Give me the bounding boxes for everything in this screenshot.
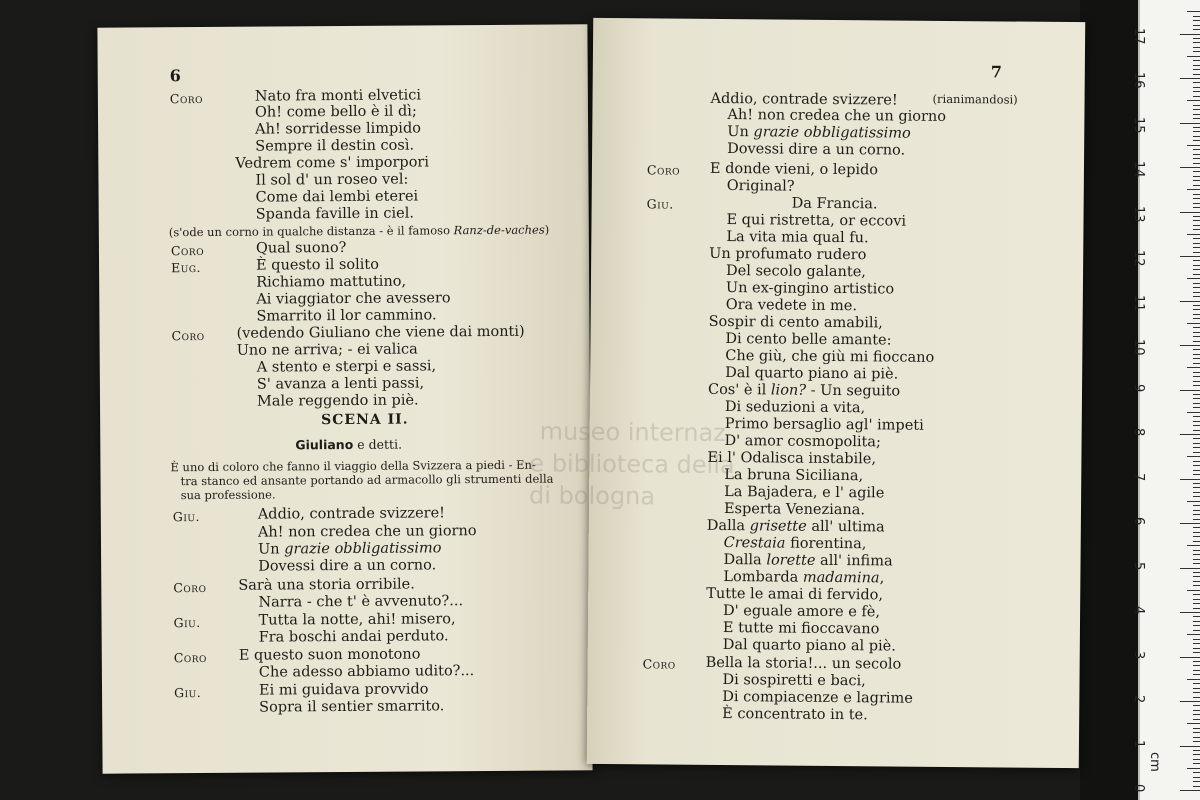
verse-line: Sospir di cento amabili, xyxy=(708,313,883,332)
ruler-tick xyxy=(1193,314,1200,315)
ruler-tick xyxy=(1180,167,1200,168)
ruler-tick xyxy=(1193,608,1200,609)
ruler-tick xyxy=(1180,390,1200,391)
ruler-tick xyxy=(1193,777,1200,778)
ruler-tick xyxy=(1193,514,1200,515)
verse-line: Bella la storia!... un secolo xyxy=(705,654,902,673)
ruler-tick xyxy=(1193,283,1200,284)
ruler-tick xyxy=(1193,599,1200,600)
ruler-tick xyxy=(1193,381,1200,382)
verse-line: Fra boschi andai perduto. xyxy=(258,628,449,646)
verse-line: Ah! non credea che un giorno xyxy=(727,107,947,125)
ruler-tick xyxy=(1180,256,1200,257)
ruler-label: 15 xyxy=(1131,116,1146,134)
ruler-label: 9 xyxy=(1131,383,1146,392)
ruler-tick xyxy=(1187,189,1200,190)
ruler-tick xyxy=(1193,643,1200,644)
verse-line: E donde vieni, o lepido xyxy=(709,160,879,179)
verse-line: Sarà una storia orribile. xyxy=(238,576,415,594)
ruler-tick xyxy=(1193,354,1200,355)
verse-line: La Bajadera, e l' agile xyxy=(724,484,885,502)
ruler-tick xyxy=(1180,479,1200,480)
ruler-tick xyxy=(1193,274,1200,275)
ruler-tick xyxy=(1193,60,1200,61)
ruler-tick xyxy=(1187,768,1200,769)
ruler-tick xyxy=(1187,234,1200,235)
ruler-label: 2 xyxy=(1131,695,1146,704)
ruler-tick xyxy=(1193,550,1200,551)
ruler-tick xyxy=(1180,568,1200,569)
ruler-label: 12 xyxy=(1131,250,1146,267)
ruler-tick xyxy=(1193,372,1200,373)
ruler-tick xyxy=(1193,149,1200,150)
verse-line: Il sol d' un roseo vel: xyxy=(255,171,409,189)
ruler-tick xyxy=(1193,327,1200,328)
ruler-tick xyxy=(1193,661,1200,662)
ruler-tick xyxy=(1193,683,1200,684)
verse-line: Cos' è il lion? - Un seguito xyxy=(707,381,901,400)
ruler-tick xyxy=(1193,180,1200,181)
verse-line: È concentrato in te. xyxy=(722,706,868,724)
verse-line: È questo il solito xyxy=(256,256,380,274)
ruler-tick xyxy=(1193,519,1200,520)
ruler-tick xyxy=(1193,470,1200,471)
verse-line: Spanda faville in ciel. xyxy=(255,205,414,223)
ruler-tick xyxy=(1193,394,1200,395)
ruler-label: 13 xyxy=(1131,205,1146,223)
ruler-tick xyxy=(1193,154,1200,155)
ruler-tick xyxy=(1193,763,1200,764)
ruler-tick xyxy=(1193,252,1200,253)
ruler-tick xyxy=(1187,100,1200,101)
ruler-tick xyxy=(1180,78,1200,79)
ruler-tick xyxy=(1193,185,1200,186)
verse-line: La bruna Siciliana, xyxy=(724,467,864,485)
ruler-tick xyxy=(1187,501,1200,502)
verse-line: Richiamo mattutino, xyxy=(256,273,407,291)
ruler-tick xyxy=(1193,96,1200,97)
verse-line: Ora vedete in me. xyxy=(725,297,858,315)
ruler-tick xyxy=(1193,452,1200,453)
ruler-tick xyxy=(1193,639,1200,640)
ruler-tick xyxy=(1193,131,1200,132)
ruler-tick xyxy=(1193,443,1200,444)
ruler-tick xyxy=(1193,438,1200,439)
ruler-tick xyxy=(1193,670,1200,671)
ruler-tick xyxy=(1193,692,1200,693)
ruler-tick xyxy=(1180,612,1200,613)
ruler-tick xyxy=(1193,74,1200,75)
speaker-label: Coro xyxy=(173,649,207,666)
verse-line: S' avanza a lenti passi, xyxy=(256,375,425,393)
ruler-tick xyxy=(1193,398,1200,399)
speaker-label: Coro xyxy=(642,656,676,672)
watermark-text: di bologna xyxy=(528,481,656,511)
verse-line: Dal quarto piano al piè. xyxy=(722,637,896,655)
verse-line: Del secolo galante, xyxy=(725,263,866,281)
verse-line: D' eguale amore e fè, xyxy=(723,603,881,621)
right-page xyxy=(528,18,1085,768)
verse-line: Dovessi dire a un corno. xyxy=(258,557,437,575)
verse-line: D' amor cosmopolita; xyxy=(724,433,881,451)
ruler-tick xyxy=(1193,265,1200,266)
ruler-tick xyxy=(1193,554,1200,555)
ruler-tick xyxy=(1193,247,1200,248)
ruler-tick xyxy=(1193,536,1200,537)
verse-line: Nato fra monti elvetici xyxy=(254,87,422,105)
verse-line: Addio, contrade svizzere! xyxy=(710,90,898,109)
verse-line: Dalla lorette all' infima xyxy=(723,552,893,570)
verse-line: Da Francia. xyxy=(791,195,878,213)
ruler-tick xyxy=(1193,269,1200,270)
speaker-label: Giu. xyxy=(173,615,201,631)
ruler-tick xyxy=(1193,287,1200,288)
ruler-tick xyxy=(1193,296,1200,297)
ruler-tick xyxy=(1193,260,1200,261)
verse-line: Dovessi dire a un corno. xyxy=(727,141,906,159)
ruler-tick xyxy=(1193,465,1200,466)
ruler-tick xyxy=(1180,657,1200,658)
ruler-tick xyxy=(1193,403,1200,404)
ruler-tick xyxy=(1180,434,1200,435)
ruler-tick xyxy=(1193,407,1200,408)
ruler-tick xyxy=(1193,203,1200,204)
ruler-tick xyxy=(1193,194,1200,195)
verse-line: Tutta la notte, ahi! misero, xyxy=(258,611,456,629)
ruler-tick xyxy=(1193,243,1200,244)
ruler-tick xyxy=(1193,714,1200,715)
scan-stand xyxy=(1080,0,1138,800)
verse-line: A stento e sterpi e sassi, xyxy=(256,358,437,376)
stage-direction: È uno di coloro che fanno il viaggio della Svizzera a piedi - En- xyxy=(170,457,536,475)
ruler-tick xyxy=(1193,754,1200,755)
ruler-tick xyxy=(1187,412,1200,413)
ruler-tick xyxy=(1193,585,1200,586)
ruler-tick xyxy=(1193,29,1200,30)
ruler-tick xyxy=(1193,82,1200,83)
speaker-label: Coro xyxy=(646,162,681,178)
ruler-tick xyxy=(1193,737,1200,738)
verse-line: Che adesso abbiamo udito?... xyxy=(258,663,475,681)
verse-line: Di seduzioni a vita, xyxy=(724,399,866,417)
ruler-tick xyxy=(1193,728,1200,729)
ruler-label: 7 xyxy=(1131,472,1146,481)
stage-direction: (s'ode un corno in qualche distanza - è il famoso Ranz-de-vaches) xyxy=(168,222,550,240)
measuring-ruler xyxy=(1131,0,1200,800)
ruler-tick xyxy=(1193,447,1200,448)
ruler-tick xyxy=(1187,145,1200,146)
verse-line: (vedendo Giuliano che viene dai monti) xyxy=(236,323,525,342)
verse-line: Di compiacenze e lagrime xyxy=(722,689,913,707)
ruler-tick xyxy=(1193,541,1200,542)
ruler-tick xyxy=(1187,56,1200,57)
ruler-tick xyxy=(1193,563,1200,564)
ruler-tick xyxy=(1187,11,1200,12)
ruler-tick xyxy=(1193,421,1200,422)
verse-line: Tutte le amai di fervido, xyxy=(706,585,884,604)
ruler-tick xyxy=(1193,621,1200,622)
speaker-label: Coro xyxy=(173,579,207,596)
ruler-tick xyxy=(1193,487,1200,488)
ruler-tick xyxy=(1187,545,1200,546)
ruler-tick xyxy=(1193,91,1200,92)
ruler-tick xyxy=(1187,323,1200,324)
speaker-label: Coro xyxy=(170,242,205,259)
ruler-tick xyxy=(1193,198,1200,199)
ruler-tick xyxy=(1193,532,1200,533)
ruler-tick xyxy=(1193,376,1200,377)
stage-direction: (rianimandosi) xyxy=(932,91,1018,107)
ruler-tick xyxy=(1180,746,1200,747)
verse-line: Dal quarto piano ai piè. xyxy=(725,365,899,383)
ruler-tick xyxy=(1193,572,1200,573)
ruler-tick xyxy=(1193,292,1200,293)
ruler-tick xyxy=(1187,278,1200,279)
ruler-label: 5 xyxy=(1131,561,1146,570)
ruler-tick xyxy=(1193,127,1200,128)
ruler-tick xyxy=(1193,759,1200,760)
ruler-label: 17 xyxy=(1131,27,1146,45)
stage-direction: tra stanco ed ansante portando ad armacollo gli strumenti della xyxy=(180,471,554,489)
speaker-label: Eug. xyxy=(171,260,202,276)
ruler-tick xyxy=(1180,790,1200,791)
verse-line: Narra - che t' è avvenuto?... xyxy=(258,593,464,611)
ruler-tick xyxy=(1193,786,1200,787)
ruler-tick xyxy=(1193,118,1200,119)
ruler-tick xyxy=(1193,305,1200,306)
ruler-tick xyxy=(1193,581,1200,582)
verse-line: Di sospiretti e baci, xyxy=(722,672,866,690)
ruler-tick xyxy=(1193,309,1200,310)
ruler-label: 8 xyxy=(1131,428,1146,437)
ruler-tick xyxy=(1193,492,1200,493)
speaker-label: Giu. xyxy=(646,196,674,212)
ruler-tick xyxy=(1193,576,1200,577)
ruler-tick xyxy=(1193,47,1200,48)
ruler-tick xyxy=(1193,781,1200,782)
ruler-tick xyxy=(1187,456,1200,457)
ruler-tick xyxy=(1193,332,1200,333)
ruler-tick xyxy=(1193,336,1200,337)
verse-line: Qual suono? xyxy=(255,239,347,257)
ruler-label: 14 xyxy=(1131,161,1146,178)
ruler-tick xyxy=(1180,523,1200,524)
ruler-tick xyxy=(1180,123,1200,124)
verse-line: Addio, contrade svizzere! xyxy=(257,505,446,523)
ruler-tick xyxy=(1193,87,1200,88)
ruler-tick xyxy=(1180,345,1200,346)
ruler-label: 11 xyxy=(1131,294,1146,312)
ruler-label: 16 xyxy=(1131,72,1146,89)
verse-line: Oh! come bello è il dì; xyxy=(254,103,417,121)
ruler-tick xyxy=(1193,674,1200,675)
stage-direction: sua professione. xyxy=(180,487,276,503)
ruler-tick xyxy=(1193,750,1200,751)
page-number: 7 xyxy=(990,62,1003,82)
ruler-tick xyxy=(1193,461,1200,462)
ruler-tick xyxy=(1193,732,1200,733)
ruler-tick xyxy=(1187,590,1200,591)
ruler-tick xyxy=(1187,634,1200,635)
verse-line: Ei mi guidava provvido xyxy=(258,681,429,699)
ruler-tick xyxy=(1193,594,1200,595)
ruler-tick xyxy=(1193,38,1200,39)
ruler-tick xyxy=(1193,158,1200,159)
ruler-tick xyxy=(1193,496,1200,497)
verse-line: Vedrem come s' imporpori xyxy=(235,154,430,172)
ruler-tick xyxy=(1193,318,1200,319)
ruler-tick xyxy=(1193,474,1200,475)
verse-line: Uno ne arriva; - ei valica xyxy=(236,341,418,359)
watermark-text: museo internaz xyxy=(539,417,726,448)
ruler-tick xyxy=(1193,171,1200,172)
verse-line: Primo bersaglio agl' impeti xyxy=(724,416,924,434)
verse-line: E tutte mi fioccavano xyxy=(722,620,880,638)
ruler-tick xyxy=(1193,238,1200,239)
ruler-tick xyxy=(1187,723,1200,724)
ruler-tick xyxy=(1193,719,1200,720)
ruler-label: 1 xyxy=(1131,739,1146,748)
ruler-tick xyxy=(1193,114,1200,115)
ruler-tick xyxy=(1193,229,1200,230)
verse-line: Sopra il sentier smarrito. xyxy=(259,698,445,716)
ruler-tick xyxy=(1193,42,1200,43)
ruler-tick xyxy=(1193,65,1200,66)
ruler-tick xyxy=(1193,772,1200,773)
verse-line: Un ex-gingino artistico xyxy=(725,280,895,298)
ruler-tick xyxy=(1180,701,1200,702)
ruler-tick xyxy=(1193,648,1200,649)
verse-line: Un grazie obbligatissimo xyxy=(257,540,442,558)
verse-line: Male reggendo in piè. xyxy=(256,392,419,410)
ruler-tick xyxy=(1193,741,1200,742)
ruler-label: 6 xyxy=(1131,517,1146,526)
ruler-label: 0 xyxy=(1131,784,1146,793)
speaker-label: Giu. xyxy=(173,685,202,701)
ruler-tick xyxy=(1193,220,1200,221)
ruler-tick xyxy=(1193,358,1200,359)
ruler-tick xyxy=(1193,625,1200,626)
ruler-tick xyxy=(1193,505,1200,506)
verse-line: E questo suon monotono xyxy=(238,646,421,664)
ruler-tick xyxy=(1193,341,1200,342)
left-page xyxy=(97,24,592,773)
ruler-tick xyxy=(1193,105,1200,106)
verse-line: Original? xyxy=(726,178,795,195)
ruler-tick xyxy=(1193,483,1200,484)
ruler-tick xyxy=(1193,385,1200,386)
page-number: 6 xyxy=(169,66,181,86)
ruler-tick xyxy=(1193,665,1200,666)
verse-line: Un grazie obbligatissimo xyxy=(727,124,911,142)
ruler-unit: cm xyxy=(1147,752,1162,772)
ruler-tick xyxy=(1180,301,1200,302)
ruler-tick xyxy=(1193,603,1200,604)
verse-line: Ah! non credea che un giorno xyxy=(257,523,477,541)
ruler-tick xyxy=(1193,176,1200,177)
ruler-tick xyxy=(1193,163,1200,164)
ruler-tick xyxy=(1193,710,1200,711)
ruler-tick xyxy=(1193,527,1200,528)
ruler-tick xyxy=(1193,697,1200,698)
verse-line: Ai viaggiator che avessero xyxy=(256,290,451,308)
ruler-label: 3 xyxy=(1131,650,1146,659)
ruler-tick xyxy=(1193,559,1200,560)
ruler-tick xyxy=(1193,136,1200,137)
verse-line: Dalla grisette all' ultima xyxy=(706,517,885,536)
verse-line: Ei l' Odalisca instabile, xyxy=(707,449,877,468)
ruler-tick xyxy=(1187,679,1200,680)
verse-line: Di cento belle amante: xyxy=(725,331,892,349)
ruler-tick xyxy=(1193,510,1200,511)
verse-line: Smarrito il lor cammino. xyxy=(256,307,437,325)
verse-line: Lombarda madamina, xyxy=(723,569,885,587)
speaker-label: Coro xyxy=(171,327,205,344)
ruler-tick xyxy=(1187,367,1200,368)
watermark-text: e biblioteca della xyxy=(529,449,735,480)
ruler-tick xyxy=(1193,225,1200,226)
ruler-tick xyxy=(1193,425,1200,426)
verse-line: Sempre il destin così. xyxy=(255,137,415,155)
ruler-tick xyxy=(1193,25,1200,26)
ruler-tick xyxy=(1193,705,1200,706)
ruler-tick xyxy=(1193,109,1200,110)
ruler-tick xyxy=(1193,51,1200,52)
ruler-tick xyxy=(1193,416,1200,417)
verse-line: Ah! sorridesse limpido xyxy=(255,120,421,138)
verse-line: Come dai lembi eterei xyxy=(255,188,419,206)
ruler-tick xyxy=(1193,616,1200,617)
ruler-label: 4 xyxy=(1131,606,1146,615)
verse-line: La vita mia qual fu. xyxy=(726,229,869,247)
verse-line: Che giù, che giù mi fioccano xyxy=(725,348,935,366)
ruler-tick xyxy=(1193,630,1200,631)
verse-line: Un profumato rudero xyxy=(709,245,867,264)
ruler-tick xyxy=(1193,216,1200,217)
ruler-tick xyxy=(1193,69,1200,70)
verse-line: Crestaia fiorentina, xyxy=(723,535,867,553)
ruler-tick xyxy=(1193,652,1200,653)
ruler-tick xyxy=(1193,349,1200,350)
ruler-tick xyxy=(1180,34,1200,35)
ruler-tick xyxy=(1193,16,1200,17)
ruler-tick xyxy=(1193,140,1200,141)
ruler-label: 10 xyxy=(1131,339,1146,356)
ruler-tick xyxy=(1193,20,1200,21)
scene-heading: SCENA II. xyxy=(321,411,409,429)
verse-line: Esperta Veneziana. xyxy=(723,501,866,519)
verse-line: Giuliano e detti. xyxy=(295,436,403,453)
ruler-tick xyxy=(1193,430,1200,431)
speaker-label: Coro xyxy=(169,90,204,107)
ruler-tick xyxy=(1180,212,1200,213)
ruler-tick xyxy=(1193,207,1200,208)
speaker-label: Giu. xyxy=(172,509,200,525)
verse-line: E qui ristretta, or eccovi xyxy=(726,212,907,230)
ruler-tick xyxy=(1193,363,1200,364)
ruler-tick xyxy=(1193,688,1200,689)
